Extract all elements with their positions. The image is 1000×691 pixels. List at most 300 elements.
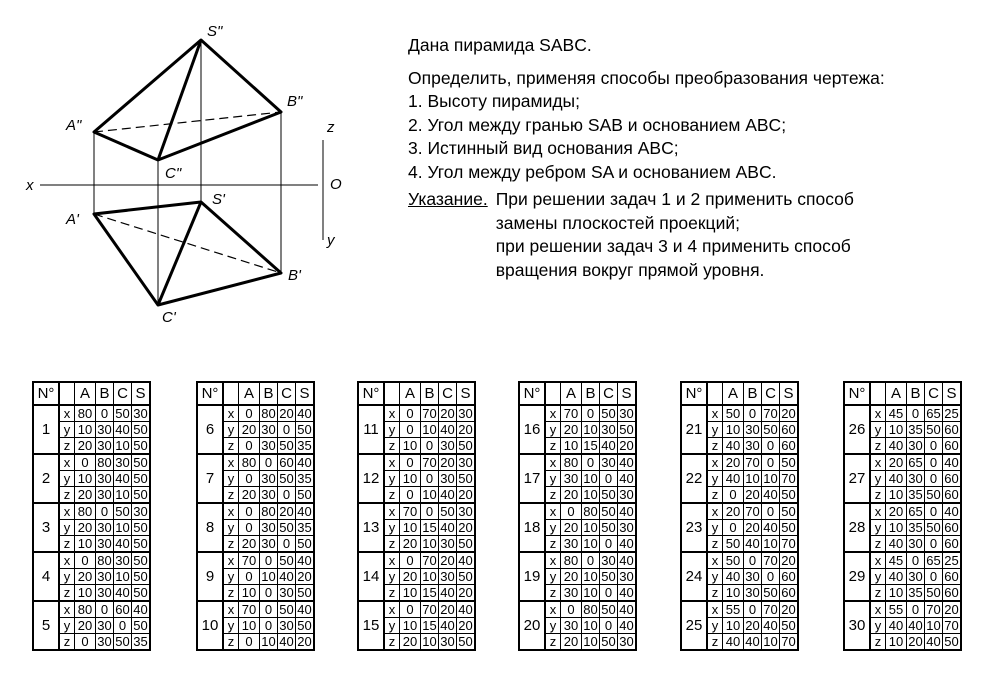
coordinate-cell: 35 (908, 584, 923, 600)
coordinate-cell: 30 (908, 437, 923, 453)
coordinate-cell: 50 (780, 487, 799, 504)
coordinate-cell: 30 (745, 421, 760, 437)
coordinate-cell: 30 (618, 569, 637, 585)
coordinate-cell: 20 (561, 520, 582, 536)
header-point: S (780, 382, 799, 405)
coordinate-cell: 0 (925, 454, 943, 471)
coordinate-cell: 70 (943, 618, 962, 634)
header-number: N° (519, 382, 545, 405)
coordinate-cell: 20 (561, 422, 582, 438)
coordinate-cell: 65 (908, 503, 923, 519)
axis-label: x (545, 601, 561, 618)
coordinate-cell: 0 (561, 503, 582, 520)
coordinate-cell: 20 (457, 618, 476, 634)
coordinate-cell: 30 (97, 519, 112, 535)
axis-label: x (545, 503, 561, 520)
coordinate-cell: 0 (723, 520, 744, 536)
axis-label: z (545, 536, 561, 553)
variant-number: 29 (844, 552, 870, 601)
variant-number: 7 (197, 454, 223, 503)
coordinate-cell: 50 (601, 405, 616, 421)
coordinate-cell: 10 (75, 422, 96, 438)
label-s2: S" (207, 23, 223, 40)
axis-label: x (870, 552, 886, 569)
header-point: A (886, 382, 907, 405)
variant-number: 24 (681, 552, 707, 601)
table-row (358, 503, 475, 520)
coordinate-cell: 50 (763, 421, 778, 437)
coordinate-cell: 70 (763, 405, 778, 421)
coordinate-cell: 0 (96, 503, 114, 520)
coordinate-cell: 10 (422, 486, 437, 502)
header-point: A (75, 382, 96, 405)
coordinate-cell: 50 (457, 569, 476, 585)
coordinate-cell: 10 (422, 633, 437, 649)
table-row (519, 454, 636, 471)
coordinate-cell: 0 (925, 503, 943, 520)
coordinate-cell: 0 (400, 454, 421, 471)
coordinate-cell: 30 (261, 421, 276, 437)
coordinate-cell: 40 (296, 552, 315, 569)
coordinate-cell: 0 (400, 552, 421, 569)
coordinate-cell: 10 (583, 421, 598, 437)
coordinate-cell: 10 (422, 535, 437, 551)
variant-table (357, 381, 476, 651)
axis-label: x (870, 601, 886, 618)
coordinate-cell: 70 (561, 405, 582, 422)
variant-number: 23 (681, 503, 707, 552)
coordinate-cell: 0 (239, 503, 260, 520)
variant-number: 16 (519, 405, 545, 454)
coordinate-cell: 40 (763, 486, 778, 502)
coordinate-cell: 0 (925, 536, 943, 553)
label-a1: A' (66, 211, 79, 228)
coordinate-cell: 55 (723, 601, 744, 618)
coordinate-cell: 15 (422, 617, 437, 633)
coordinate-cell: 50 (780, 520, 799, 536)
axis-label: y (545, 520, 561, 536)
coordinate-cell: 70 (239, 601, 260, 618)
coordinate-cell: 20 (457, 422, 476, 438)
table-row (33, 503, 150, 520)
coordinate-cell: 50 (115, 503, 130, 519)
coordinate-cell: 10 (75, 536, 96, 553)
axis-label: y (870, 422, 886, 438)
coordinate-cell: 70 (763, 601, 778, 617)
coordinate-cell: 30 (97, 470, 112, 486)
coordinate-cell: 45 (886, 405, 907, 422)
variant-number: 30 (844, 601, 870, 650)
task-title: Дана пирамида SABC. (408, 35, 592, 55)
axis-label: x (707, 503, 723, 520)
axis-label: x (707, 552, 723, 569)
axis-label: z (59, 536, 75, 553)
axis-label: z (223, 536, 239, 553)
coordinate-cell: 35 (296, 471, 315, 487)
coordinate-cell: 35 (296, 520, 315, 536)
coordinate-cell: 20 (400, 634, 421, 651)
task-item-1: 1. Высоту пирамиды; (408, 91, 581, 111)
coordinate-cell: 70 (745, 503, 760, 519)
coordinate-cell: 15 (422, 584, 437, 600)
coordinate-cell: 30 (908, 470, 923, 486)
coordinate-cell: 25 (943, 405, 962, 422)
coordinate-cell: 70 (780, 634, 799, 651)
coordinate-cell: 0 (239, 438, 260, 455)
task-item-3: 3. Истинный вид основания ABC; (408, 138, 679, 158)
coordinate-cell: 50 (457, 438, 476, 455)
axis-label: z (545, 438, 561, 455)
coordinate-cell: 70 (422, 405, 437, 421)
coordinate-cell: 40 (886, 536, 907, 553)
hint-line-2: замены плоскостей проекций; (495, 212, 740, 233)
coordinate-cell: 30 (97, 568, 112, 584)
table-row (33, 405, 150, 422)
coordinate-cell: 10 (583, 486, 598, 502)
coordinate-cell: 0 (400, 601, 421, 618)
coordinate-cell: 40 (723, 471, 744, 487)
table-row (519, 601, 636, 618)
coordinate-cell: 10 (886, 487, 907, 504)
axis-label: z (59, 585, 75, 602)
coordinate-cell: 10 (239, 585, 260, 602)
coordinate-cell: 40 (886, 471, 907, 487)
coordinate-cell: 50 (132, 552, 151, 569)
coordinate-cell: 70 (422, 552, 437, 568)
coordinate-cell: 30 (440, 470, 455, 486)
coordinate-cell: 50 (601, 486, 616, 502)
coordinate-cell: 30 (97, 486, 112, 502)
coordinate-cell: 0 (400, 405, 421, 422)
table-header-row (197, 382, 314, 405)
coordinate-cell: 60 (780, 438, 799, 455)
table-header-row (844, 382, 961, 405)
table-header-row (519, 382, 636, 405)
axis-label: z (223, 487, 239, 504)
coordinate-cell: 0 (239, 520, 260, 536)
coordinate-cell: 10 (422, 421, 437, 437)
axis-label: x (870, 454, 886, 471)
coordinate-cell: 40 (457, 552, 476, 569)
coordinate-cell: 30 (97, 421, 112, 437)
coordinate-cell: 10 (763, 470, 778, 486)
coordinate-cell: 70 (422, 454, 437, 470)
coordinate-cell: 40 (886, 569, 907, 585)
coordinate-cell: 30 (561, 618, 582, 634)
coordinate-cell: 50 (601, 633, 616, 649)
coordinate-cell: 0 (278, 487, 296, 504)
label-s1: S' (212, 191, 225, 208)
coordinate-cell: 10 (239, 618, 260, 634)
coordinate-cell: 20 (239, 536, 260, 553)
coordinate-cell: 10 (75, 585, 96, 602)
coordinate-cell: 20 (457, 585, 476, 602)
coordinate-cell: 10 (400, 471, 421, 487)
coordinate-cell: 10 (75, 471, 96, 487)
axis-label: x (223, 601, 239, 618)
axis-label: z (59, 634, 75, 651)
header-point: S (943, 382, 962, 405)
hint-line-3: при решении задач 3 и 4 применить способ (495, 236, 851, 256)
table-row (844, 503, 961, 520)
coordinate-cell: 65 (926, 405, 941, 421)
coordinate-cell: 40 (886, 438, 907, 455)
axis-label: y (870, 471, 886, 487)
coordinate-cell: 0 (600, 471, 618, 487)
coordinate-cell: 30 (97, 617, 112, 633)
axis-label: y (870, 569, 886, 585)
label-b2: B" (287, 93, 303, 110)
variant-number: 27 (844, 454, 870, 503)
task-item-2: 2. Угол между гранью SAB и основанием ABC; (408, 114, 787, 135)
coordinate-cell: 20 (561, 487, 582, 504)
coordinate-cell: 0 (723, 487, 744, 504)
axis-label: z (384, 634, 400, 651)
coordinate-cell: 50 (723, 536, 744, 553)
coordinate-cell: 0 (600, 585, 618, 602)
coordinate-cell: 20 (75, 618, 96, 634)
coordinate-cell: 40 (943, 503, 962, 520)
task-prompt: Определить, применяя способы преобразования чертежа: (408, 67, 885, 88)
label-c2: C" (165, 165, 182, 182)
coordinate-cell: 50 (440, 503, 455, 519)
hint-line-1: При решении задач 1 и 2 применить способ (495, 189, 854, 209)
variant-table (680, 381, 799, 651)
coordinate-cell: 80 (239, 454, 260, 471)
coordinate-cell: 50 (926, 584, 941, 600)
variant-number: 2 (33, 454, 59, 503)
label-y: y (327, 232, 335, 249)
axis-label: y (545, 471, 561, 487)
axis-label: x (707, 601, 723, 618)
coordinate-cell: 70 (422, 601, 437, 617)
coordinate-cell: 10 (115, 486, 130, 502)
coordinate-cell: 30 (132, 503, 151, 520)
coordinate-cell: 40 (745, 535, 760, 551)
table-row (197, 454, 314, 471)
axis-label: y (384, 618, 400, 634)
axis-label: y (707, 471, 723, 487)
variant-number: 17 (519, 454, 545, 503)
coordinate-cell: 80 (583, 503, 598, 519)
coordinate-cell: 50 (132, 438, 151, 455)
coordinate-cell: 50 (132, 618, 151, 634)
axis-label: x (870, 405, 886, 422)
coordinate-cell: 0 (278, 536, 296, 553)
axis-label: y (870, 520, 886, 536)
coordinate-cell: 60 (943, 422, 962, 438)
coordinate-cell: 20 (239, 422, 260, 438)
coordinate-cell: 40 (296, 405, 315, 422)
axis-label: z (545, 585, 561, 602)
axis-label: z (707, 487, 723, 504)
coordinate-cell: 80 (75, 405, 96, 422)
axis-label: y (384, 569, 400, 585)
coordinate-cell: 10 (422, 568, 437, 584)
coordinate-cell: 0 (239, 569, 260, 585)
header-point: B (582, 382, 600, 405)
coordinate-cell: 50 (115, 633, 130, 649)
coordinate-cell: 30 (618, 520, 637, 536)
coordinate-cell: 60 (943, 520, 962, 536)
coordinate-cell: 40 (618, 552, 637, 569)
table-row (519, 503, 636, 520)
coordinate-cell: 30 (440, 633, 455, 649)
coordinate-cell: 10 (745, 470, 760, 486)
coordinate-cell: 40 (618, 454, 637, 471)
header-point: B (96, 382, 114, 405)
coordinate-cell: 20 (296, 569, 315, 585)
coordinate-cell: 10 (763, 633, 778, 649)
axis-label: y (59, 471, 75, 487)
coordinate-cell: 40 (440, 486, 455, 502)
coordinate-cell: 50 (132, 471, 151, 487)
coordinate-cell: 10 (583, 617, 598, 633)
label-o: O (330, 176, 342, 193)
variant-number: 14 (358, 552, 384, 601)
coordinate-cell: 40 (763, 617, 778, 633)
coordinate-cell: 60 (780, 422, 799, 438)
coordinate-cell: 60 (115, 601, 130, 617)
coordinate-cell: 50 (296, 585, 315, 602)
coordinate-cell: 50 (926, 421, 941, 437)
coordinate-cell: 50 (601, 503, 616, 519)
coordinate-cell: 0 (96, 405, 114, 422)
coordinate-cell: 10 (886, 520, 907, 536)
coordinate-cell: 10 (723, 618, 744, 634)
coordinate-cell: 0 (260, 601, 278, 618)
coordinate-cell: 20 (75, 487, 96, 504)
coordinate-cell: 55 (886, 601, 907, 618)
header-number: N° (358, 382, 384, 405)
coordinate-cell: 30 (261, 519, 276, 535)
coordinate-cell: 50 (132, 487, 151, 504)
coordinate-cell: 0 (75, 454, 96, 471)
coordinate-cell: 30 (745, 568, 760, 584)
axis-label: z (870, 536, 886, 553)
coordinate-cell: 20 (400, 536, 421, 553)
label-c1: C' (162, 309, 176, 326)
coordinate-cell: 10 (763, 535, 778, 551)
coordinate-cell: 50 (132, 585, 151, 602)
coordinate-cell: 20 (745, 519, 760, 535)
axis-label: y (707, 520, 723, 536)
coordinate-cell: 50 (457, 536, 476, 553)
coordinate-cell: 50 (115, 405, 130, 421)
coordinate-cell: 0 (582, 454, 600, 471)
axis-label: y (59, 618, 75, 634)
coordinate-cell: 20 (745, 486, 760, 502)
table-header-row (681, 382, 798, 405)
coordinate-cell: 70 (745, 454, 760, 470)
variant-number: 20 (519, 601, 545, 650)
axis-label: x (707, 405, 723, 422)
axis-label: z (223, 634, 239, 651)
coordinate-cell: 20 (75, 520, 96, 536)
coordinate-cell: 30 (618, 634, 637, 651)
header-number: N° (844, 382, 870, 405)
coordinate-cell: 0 (744, 552, 762, 569)
coordinate-cell: 10 (723, 585, 744, 602)
coordinate-cell: 80 (97, 552, 112, 568)
coordinate-cell: 0 (600, 536, 618, 553)
coordinate-cell: 40 (296, 454, 315, 471)
coordinate-cell: 50 (763, 584, 778, 600)
header-point: C (600, 382, 618, 405)
coordinate-cell: 65 (926, 552, 941, 568)
coordinate-cell: 10 (400, 618, 421, 634)
table-row (681, 552, 798, 569)
coordinate-cell: 40 (618, 503, 637, 520)
coordinate-cell: 50 (723, 405, 744, 422)
table-row (197, 503, 314, 520)
horizontal-outline (94, 202, 281, 305)
header-axis (59, 382, 75, 405)
axis-label: y (384, 471, 400, 487)
coordinate-cell: 20 (440, 454, 455, 470)
coordinate-cell: 80 (561, 454, 582, 471)
coordinate-cell: 20 (723, 503, 744, 520)
coordinate-cell: 30 (440, 535, 455, 551)
header-number: N° (197, 382, 223, 405)
table-header-row (358, 382, 475, 405)
coordinate-cell: 30 (261, 535, 276, 551)
axis-label: x (59, 601, 75, 618)
coordinate-cell: 0 (762, 454, 780, 471)
coordinate-cell: 70 (780, 536, 799, 553)
coordinate-cell: 80 (261, 503, 276, 519)
coordinate-cell: 10 (886, 422, 907, 438)
coordinate-cell: 15 (422, 519, 437, 535)
coordinate-cell: 60 (943, 536, 962, 553)
coordinate-cell: 60 (943, 438, 962, 455)
table-row (358, 601, 475, 618)
coordinate-cell: 50 (780, 503, 799, 520)
header-point: C (439, 382, 457, 405)
axis-label: y (223, 618, 239, 634)
variant-number: 10 (197, 601, 223, 650)
coordinate-cell: 20 (400, 569, 421, 585)
coordinate-cell: 30 (97, 584, 112, 600)
coordinate-cell: 25 (943, 552, 962, 569)
table-row (844, 601, 961, 618)
coordinate-cell: 0 (260, 454, 278, 471)
coordinate-cell: 60 (943, 569, 962, 585)
coordinate-cell: 0 (239, 634, 260, 651)
coordinate-cell: 40 (115, 421, 130, 437)
hint (408, 188, 998, 282)
axis-label: x (384, 552, 400, 569)
axis-label: x (545, 454, 561, 471)
axis-label: x (59, 552, 75, 569)
coordinate-cell: 80 (261, 405, 276, 421)
coordinate-cell: 80 (97, 454, 112, 470)
coordinate-cell: 30 (97, 535, 112, 551)
axis-label: z (870, 438, 886, 455)
variant-table (518, 381, 637, 651)
coordinate-cell: 40 (440, 617, 455, 633)
header-point: B (260, 382, 278, 405)
coordinate-cell: 0 (907, 601, 925, 618)
table-row (519, 405, 636, 422)
coordinate-cell: 40 (723, 438, 744, 455)
axis-label: z (870, 487, 886, 504)
coordinate-cell: 30 (97, 633, 112, 649)
table-row (844, 454, 961, 471)
coordinate-cell: 10 (583, 535, 598, 551)
coordinate-cell: 60 (780, 585, 799, 602)
variant-number: 26 (844, 405, 870, 454)
